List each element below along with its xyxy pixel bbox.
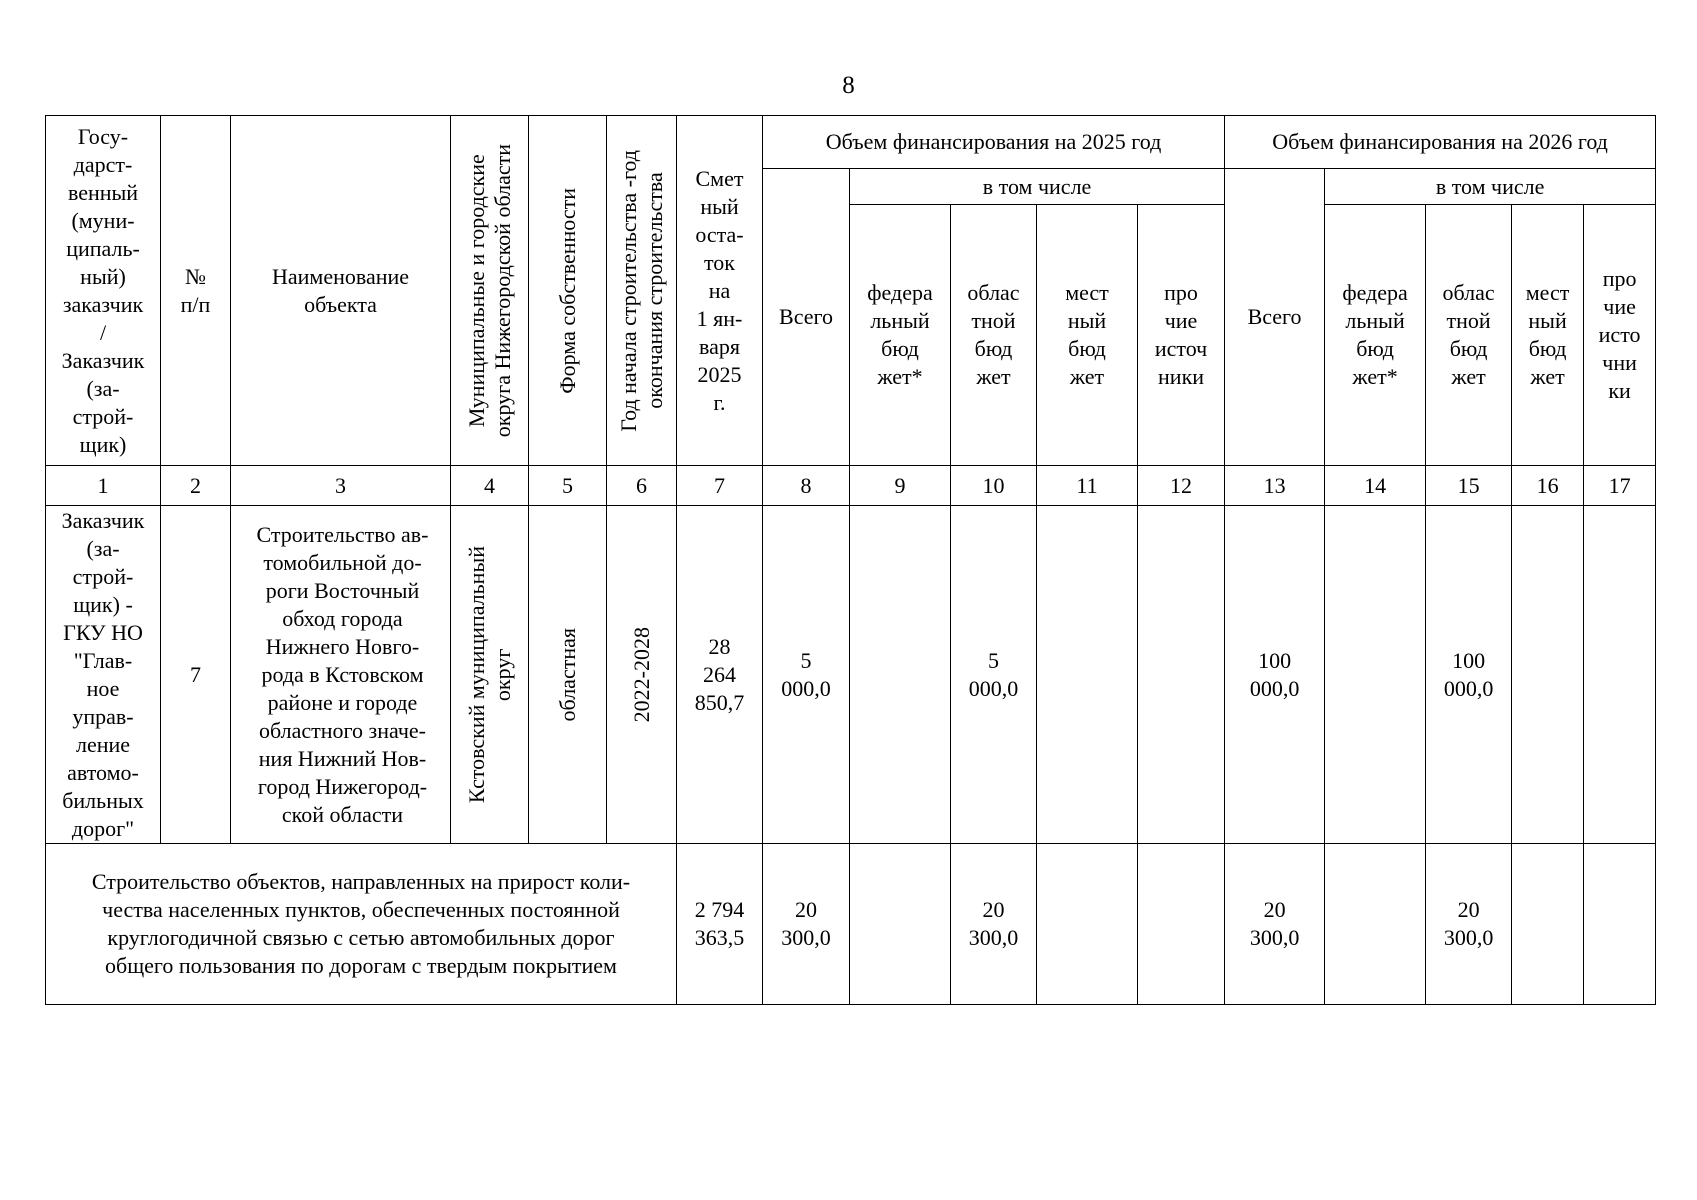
column-number: 7 (677, 466, 763, 506)
summary-total-2025: 20 300,0 (763, 844, 850, 1005)
summary-total-2026: 20 300,0 (1225, 844, 1325, 1005)
summary-other-2026 (1584, 844, 1656, 1005)
column-number: 10 (951, 466, 1037, 506)
header-total-2025: Всего (763, 169, 850, 466)
header-local-2025: мест ный бюд жет (1037, 205, 1138, 466)
column-number: 12 (1138, 466, 1225, 506)
financing-table (45, 115, 1656, 1005)
row-other-2025 (1138, 506, 1225, 844)
header-fin-2026: Объем финансирования на 2026 год (1225, 116, 1656, 169)
column-number: 8 (763, 466, 850, 506)
summary-other-2025 (1138, 844, 1225, 1005)
row-federal-2025 (850, 506, 951, 844)
column-number: 5 (529, 466, 607, 506)
column-number: 11 (1037, 466, 1138, 506)
summary-local-2025 (1037, 844, 1138, 1005)
header-municipal: Муниципальные и городские округа Нижегородской области (451, 116, 529, 466)
header-total-2026: Всего (1225, 169, 1325, 466)
header-name: Наименование объекта (231, 116, 451, 466)
header-years: Год начала строительства -год окончания строительства (607, 116, 677, 466)
summary-local-2026 (1512, 844, 1584, 1005)
header-federal-2025: федера льный бюд жет* (850, 205, 951, 466)
row-regional-2025: 5 000,0 (951, 506, 1037, 844)
header-other-2025: про чие источ ники (1138, 205, 1225, 466)
column-number: 6 (607, 466, 677, 506)
summary-row (46, 844, 1656, 1005)
column-number: 3 (231, 466, 451, 506)
row-local-2025 (1037, 506, 1138, 844)
table-row (46, 506, 1656, 844)
row-name: Строительство ав- томобильной до- роги Восточный обход города Нижнего Новго- рода в Кстовском районе и городе областного значе- ния Нижний Нов- город Нижегород- ской области (231, 506, 451, 844)
header-local-2026: мест ный бюд жет (1512, 205, 1584, 466)
column-number: 4 (451, 466, 529, 506)
column-number: 9 (850, 466, 951, 506)
header-federal-2026: федера льный бюд жет* (1325, 205, 1426, 466)
row-local-2026 (1512, 506, 1584, 844)
column-number: 2 (161, 466, 231, 506)
summary-estimate: 2 794 363,5 (677, 844, 763, 1005)
summary-regional-2025: 20 300,0 (951, 844, 1037, 1005)
header-num: № п/п (161, 116, 231, 466)
row-regional-2026: 100 000,0 (1426, 506, 1512, 844)
header-including-2025: в том числе (850, 169, 1225, 205)
row-num: 7 (161, 506, 231, 844)
page-number: 8 (842, 72, 855, 99)
header-customer: Госу- дарст- венный (муни- ципаль- ный) заказчик / Заказчик (за- строй- щик) (46, 116, 161, 466)
row-other-2026 (1584, 506, 1656, 844)
row-estimate: 28 264 850,7 (677, 506, 763, 844)
header-other-2026: про чие исто чни ки (1584, 205, 1656, 466)
summary-regional-2026: 20 300,0 (1426, 844, 1512, 1005)
row-total-2025: 5 000,0 (763, 506, 850, 844)
column-number: 15 (1426, 466, 1512, 506)
header-estimate: Смет ный оста- ток на 1 ян- варя 2025 г. (677, 116, 763, 466)
row-customer: Заказчик (за- строй- щик) - ГКУ НО "Глав- ное управ- ление автомо- бильных дорог" (46, 506, 161, 844)
header-regional-2026: облас тной бюд жет (1426, 205, 1512, 466)
summary-label: Строительство объектов, направленных на прирост коли- чества населенных пунктов, обеспеченных постоянной круглогодичной связью с сетью автомобильных дорог общего пользования по дорогам с твердым покрытием (46, 844, 677, 1005)
header-fin-2025: Объем финансирования на 2025 год (763, 116, 1225, 169)
row-municipal: Кстовский муниципальный округ (451, 506, 529, 844)
row-years: 2022-2028 (607, 506, 677, 844)
row-total-2026: 100 000,0 (1225, 506, 1325, 844)
column-number: 13 (1225, 466, 1325, 506)
summary-federal-2025 (850, 844, 951, 1005)
column-number: 1 (46, 466, 161, 506)
column-number: 17 (1584, 466, 1656, 506)
row-federal-2026 (1325, 506, 1426, 844)
header-regional-2025: облас тной бюд жет (951, 205, 1037, 466)
row-ownership: областная (529, 506, 607, 844)
column-number: 16 (1512, 466, 1584, 506)
summary-federal-2026 (1325, 844, 1426, 1005)
column-number: 14 (1325, 466, 1426, 506)
header-ownership: Форма собственности (529, 116, 607, 466)
header-including-2026: в том числе (1325, 169, 1656, 205)
column-numbers-row (46, 466, 1656, 506)
